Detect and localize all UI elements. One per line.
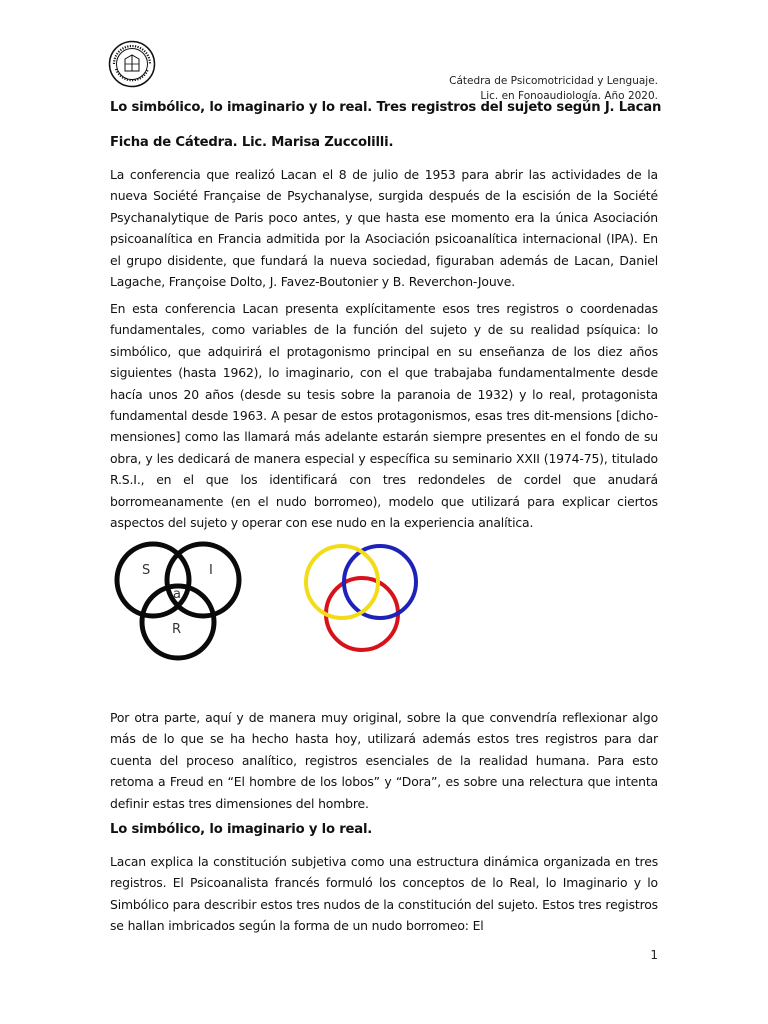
paragraph-2: En esta conferencia Lacan presenta explícitamente esos tres registros o coordenadas fundamentales, como variables de la función del sujeto y de su realidad psíquica: lo simbólico, que adquirirá el protagonismo principal en su enseñanza de los diez años siguientes (hasta 1962), lo imaginario, con el que trabajaba fundamentalmente desde hacía unos 20 años (desde su tesis sobre la paranoia de 1932) y lo real, protagonista fundamental desde 1963. A pesar de estos protagonismos, esas tres dit-mensions [dicho-mensiones] como las llamará más adelante estarán siempre presentes en el fondo de su obra, y les dedicará de manera especial y específica su seminario XXII (1974-75), titulado R.S.I., en el que los identificará con tres redondeles de cordel que anudará borromeanamente (en el nudo borromeo), modelo que utilizará para explicar ciertos aspectos del sujeto y operar con ese nudo en la experiencia analítica. (110, 301, 658, 531)
paragraph-1: La conferencia que realizó Lacan el 8 de julio de 1953 para abrir las actividades de la nueva Société Française de Psychanalyse, surgida después de la escisión de la Société Psychanalytique de Paris poco antes, y que hasta ese momento era la única Asociación psicoanalítica en Francia admitida por la Asociación psicoanalítica internacional (IPA). En el grupo disidente, que fundará la nueva sociedad, figuraban además de Lacan, Daniel Lagache, Françoise Dolto, J. Favez-Boutonier y B. Reverchon-Jouve. (110, 167, 658, 290)
university-seal-icon (108, 40, 156, 88)
borromean-knot-rsi-diagram (108, 532, 248, 662)
section-heading: Lo simbólico, lo imaginario y lo real. (110, 822, 373, 837)
imaginary-label: I (209, 563, 213, 578)
symbolic-label: S (142, 563, 151, 578)
paragraph-3: Por otra parte, aquí y de manera muy original, sobre la que convendría reflexionar algo más de lo que se ha hecho hasta hoy, utilizará además estos tres registros para dar cuenta del proceso analítico, registros esenciales de la realidad humana. Para esto retoma a Freud en “El hombre de los lobos” y “Dora”, es sobre una relectura que intenta definir estas tres dimensiones del hombre. (110, 710, 658, 811)
real-label: R (172, 622, 182, 637)
paragraph-4: Lacan explica la constitución subjetiva como una estructura dinámica organizada en tres registros. El Psicoanalista francés formuló los conceptos de lo Real, lo Imaginario y lo Simbólico para describir estos tres nudos de la constitución del sujeto. Estos tres registros se hallan imbricados según la forma de un nudo borromeo: El (110, 854, 658, 934)
page-number: 1 (650, 948, 658, 962)
course-program-year: Lic. en Fonoaudiología. Año 2020. (480, 90, 658, 102)
document-subtitle: Ficha de Cátedra. Lic. Marisa Zuccolilli. (110, 135, 394, 150)
borromean-knot-color-diagram (292, 535, 432, 665)
imaginary-ring (167, 544, 239, 616)
course-name: Cátedra de Psicomotricidad y Lenguaje. (449, 75, 658, 87)
document-title: Lo simbólico, lo imaginario y lo real. Tres registros del sujeto según J. Lacan (110, 100, 662, 115)
object-a-label: a (173, 587, 181, 602)
